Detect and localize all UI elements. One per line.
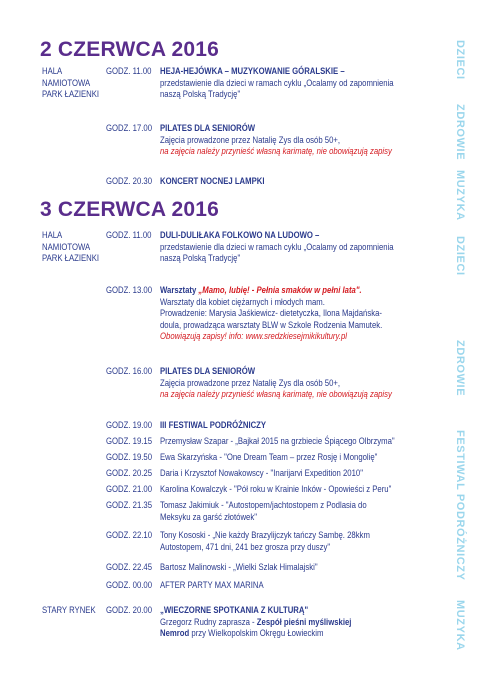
event-time: GODZ. 21.00 [106,484,153,494]
venue-label: HALA NAMIOTOWA PARK ŁAZIENKI [42,230,100,263]
event-time: GODZ. 13.00 [106,285,153,295]
event-details: „WIECZORNE SPOTKANIA Z KULTURĄ" Grzegorz Rudny zaprasza - Zespół pieśni myśliwskiej Nemrod przy Wielkopolskim Okręgu Łowieckim [160,605,352,638]
event-time: GODZ. 16.00 [106,366,153,376]
festival-title: III FESTIWAL PODRÓŻNICZY [160,420,267,430]
event-details: PILATES DLA SENIORÓW Zajęcia prowadzone przez Natalię Zys dla osób 50+, na zajęcia należy przynieść własną karimatę, nie obowiązują zapisy [160,366,392,399]
festival-item: Daria i Krzysztof Nowakowscy - "Inarijarvi Expedition 2010" [160,468,363,478]
event-time: GODZ. 11.00 [106,66,152,76]
event-time: GODZ. 22.10 [106,530,153,540]
festival-item: Bartosz Malinowski - „Wielki Szlak Himalajski" [160,562,318,572]
event-time: GODZ. 19.00 [106,420,153,430]
day-title-june-3: 3 CZERWCA 2016 [40,198,220,221]
side-label-zdrowie: ZDROWIE [454,340,466,397]
festival-item: Tomasz Jakimiuk - "Autostopem/jachtostopem z Podlasia do Meksyku za garść złotówek" [160,500,367,522]
festival-item: AFTER PARTY MAX MARINA [160,580,264,590]
side-label-dzieci: DZIECI [454,40,466,80]
event-time: GODZ. 20.00 [106,605,153,615]
event-time: GODZ. 19.15 [106,436,153,446]
event-time: GODZ. 21.35 [106,500,153,510]
event-time: GODZ. 20.30 [106,176,153,186]
event-details: PILATES DLA SENIORÓW Zajęcia prowadzone przez Natalię Zys dla osób 50+, na zajęcia należy przynieść własną karimatę, nie obowiązują zapisy [160,123,392,156]
event-time: GODZ. 20.25 [106,468,153,478]
event-time: GODZ. 00.00 [106,580,153,590]
festival-item: Karolina Kowalczyk - "Pół roku w Krainie Inków - Opowieści z Peru" [160,484,392,494]
side-label-muzyka: MUZYKA [454,600,466,651]
event-time: GODZ. 11.00 [106,230,152,240]
festival-item: Przemysław Szapar - „Bajkał 2015 na grzbiecie Śpiącego Olbrzyma" [160,436,395,446]
event-details: Warsztaty „Mamo, lubię! - Pełnia smaków w pełni lata". Warsztaty dla kobiet ciężarnych i młodych mam. Prowadzenie: Marysia Jaśkiewicz- dietetyczka, Ilona Majdańska- doula, prowadząca warsztaty BLW w Szkole Rodzenia Mamutek. Obowiązują zapisy! info: www.sredzkiesejmikikultury.pl [160,285,383,341]
event-details: HEJA-HEJÓWKA – MUZYKOWANIE GÓRALSKIE – przedstawienie dla dzieci w ramach cyklu „Ocalamy od zapomnienia naszą Polską Tradycję" [160,66,394,99]
venue-label: STARY RYNEK [42,605,96,615]
event-time: GODZ. 17.00 [106,123,153,133]
side-category-labels [446,0,466,700]
venue-label: HALA NAMIOTOWA PARK ŁAZIENKI [42,66,100,99]
event-time: GODZ. 19.50 [106,452,153,462]
event-details: KONCERT NOCNEJ LAMPKI [160,176,265,186]
festival-item: Ewa Skarzyńska - "One Dream Team – przez Rosję i Mongolię" [160,452,378,462]
festival-item: Tony Kososki - „Nie każdy Brazylijczyk tańczy Sambę. 28kkm Autostopem, 471 dni, 241 bez grosza przy duszy" [160,530,370,552]
event-details: DULI-DULIŁAKA FOLKOWO NA LUDOWO – przedstawienie dla dzieci w ramach cyklu „Ocalamy od zapomnienia naszą Polską Tradycję" [160,230,394,263]
day-title-june-2: 2 CZERWCA 2016 [40,38,220,61]
side-label-festiwal: FESTIWAL PODRÓŻNICZY [454,430,466,581]
event-time: GODZ. 22.45 [106,562,153,572]
side-label-dzieci: DZIECI [454,236,466,276]
side-label-zdrowie: ZDROWIE [454,104,466,161]
side-label-muzyka: MUZYKA [454,170,466,221]
